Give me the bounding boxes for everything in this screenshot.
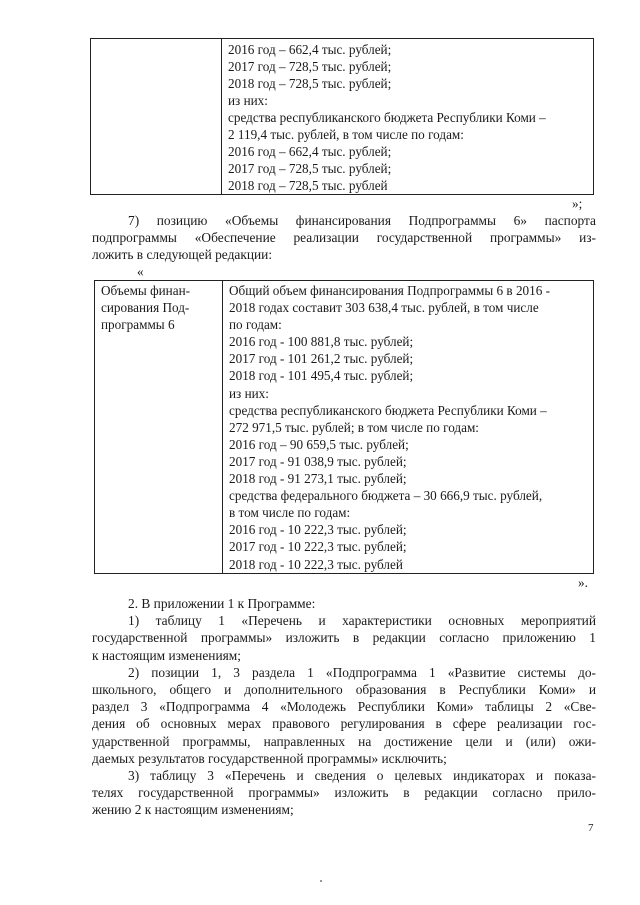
table-value-cell bbox=[223, 281, 594, 574]
text-line: ударственной программы, направленных на достижение цели и (или) ожи- bbox=[92, 733, 596, 749]
item-7-paragraph bbox=[92, 212, 596, 264]
table-line: 2016 год - 100 881,8 тыс. рублей; bbox=[229, 334, 414, 350]
funding-table-continued bbox=[90, 38, 594, 195]
table-line: из них: bbox=[228, 93, 268, 108]
table-value-cell bbox=[222, 39, 594, 195]
table-line: в том числе по годам: bbox=[229, 505, 351, 521]
table-line: 2 119,4 тыс. рублей, в том числе по годам: bbox=[228, 127, 464, 142]
table-line: 2016 год – 90 659,5 тыс. рублей; bbox=[229, 436, 409, 452]
opening-quote: « bbox=[137, 264, 144, 279]
table-line: 2018 год – 728,5 тыс. рублей; bbox=[228, 76, 392, 91]
text-line: раздел 3 «Подпрограмма 4 «Молодежь Республики Коми» таблицы 2 «Све- bbox=[92, 699, 596, 715]
table-line: 2018 годах составит 303 638,4 тыс. рублей, в том числе bbox=[229, 300, 539, 316]
text-line: 2) позиции 1, 3 раздела 1 «Подпрограмма 1 «Развитие системы до- bbox=[128, 664, 596, 680]
table-line: средства республиканского бюджета Республики Коми – bbox=[228, 110, 546, 125]
scan-speck bbox=[320, 880, 322, 882]
funding-table-subprogram-6 bbox=[94, 280, 594, 574]
text-line: ложить в следующей редакции: bbox=[92, 247, 273, 263]
table-line: 272 971,5 тыс. рублей; в том числе по годам: bbox=[229, 419, 479, 435]
table-line: средства республиканского бюджета Республики Коми – bbox=[229, 402, 547, 418]
table-line: 2017 год – 728,5 тыс. рублей; bbox=[228, 59, 392, 74]
text-line: даемых результатов государственной программы» исключить; bbox=[92, 750, 447, 766]
text-line: 1) таблицу 1 «Перечень и характеристики основных мероприятий bbox=[128, 613, 596, 629]
table-line: по годам: bbox=[229, 317, 282, 333]
table-line: 2018 год - 101 495,4 тыс. рублей; bbox=[229, 368, 414, 384]
table-line: 2016 год - 10 222,3 тыс. рублей; bbox=[229, 522, 407, 538]
text-line: дения об основных мерах правового регулирования в сфере реализации гос- bbox=[92, 716, 596, 732]
table-line: 2017 год - 101 261,2 тыс. рублей; bbox=[229, 351, 414, 367]
text-line: к настоящим изменениям; bbox=[92, 647, 241, 663]
text-line: 3) таблицу 3 «Перечень и сведения о целевых индикаторах и показа- bbox=[128, 768, 596, 784]
label-line: Объемы финан- bbox=[101, 283, 191, 298]
table-line: 2017 год – 728,5 тыс. рублей; bbox=[228, 161, 392, 176]
table-line: 2018 год - 91 273,1 тыс. рублей; bbox=[229, 471, 407, 487]
text-line: подпрограммы «Обеспечение реализации государственной программы» из- bbox=[92, 230, 596, 246]
section-heading: 2. В приложении 1 к Программе: bbox=[128, 596, 316, 611]
table-row bbox=[95, 281, 594, 574]
label-line: сирования Под- bbox=[101, 300, 190, 316]
table-label-cell bbox=[95, 281, 223, 574]
page-number: 7 bbox=[588, 822, 594, 834]
table-line: из них: bbox=[229, 385, 269, 401]
table-line: Общий объем финансирования Подпрограммы 6 в 2016 - bbox=[229, 283, 551, 298]
table-line: 2017 год - 10 222,3 тыс. рублей; bbox=[229, 539, 407, 555]
table-line: 2017 год - 91 038,9 тыс. рублей; bbox=[229, 453, 407, 469]
text-line: 7) позицию «Объемы финансирования Подпрограммы 6» паспорта bbox=[128, 213, 596, 228]
table-label-cell bbox=[91, 39, 222, 195]
text-line: государственной программы» изложить в редакции согласно приложению 1 bbox=[92, 630, 596, 646]
table-line: 2016 год – 662,4 тыс. рублей; bbox=[228, 144, 392, 159]
table-line: 2018 год – 728,5 тыс. рублей bbox=[228, 178, 388, 193]
table-row bbox=[91, 39, 594, 195]
section-2 bbox=[92, 595, 596, 819]
text-line: жению 2 к настоящим изменениям; bbox=[92, 802, 294, 818]
label-line: программы 6 bbox=[101, 317, 175, 333]
closing-quote: ». bbox=[578, 575, 588, 590]
closing-quote: »; bbox=[572, 196, 583, 211]
table-line: 2016 год – 662,4 тыс. рублей; bbox=[228, 42, 392, 57]
text-line: школьного, общего и дополнительного образования в Республики Коми» и bbox=[92, 682, 596, 698]
table-line: 2018 год - 10 222,3 тыс. рублей bbox=[229, 556, 403, 572]
text-line: телях государственной программы» изложить в редакции согласно прило- bbox=[92, 785, 596, 801]
table-line: средства федерального бюджета – 30 666,9 тыс. рублей, bbox=[229, 488, 543, 504]
